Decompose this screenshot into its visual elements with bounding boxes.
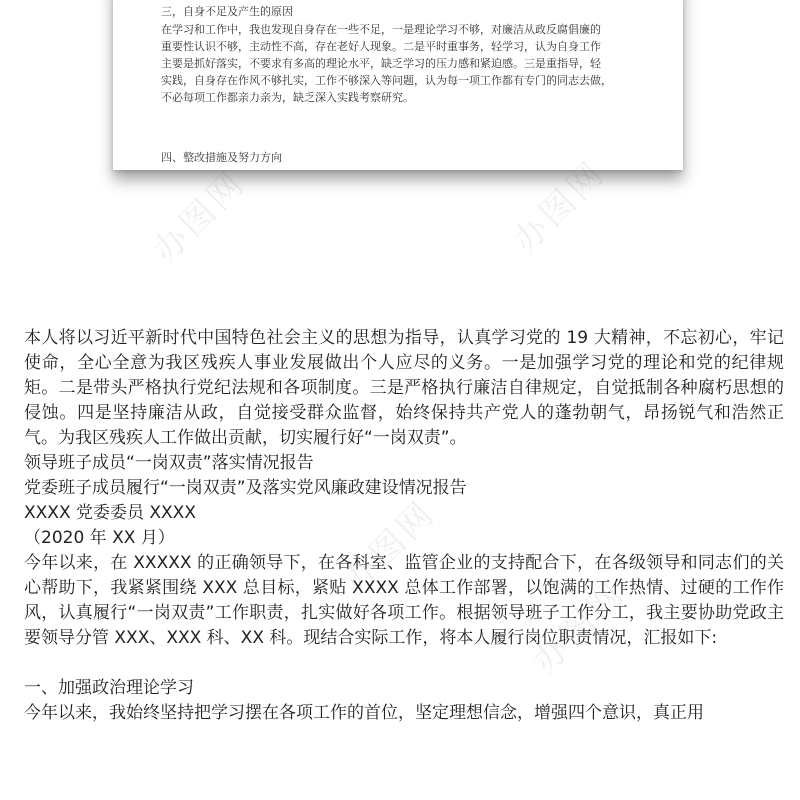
author-line: XXXX 党委委员 XXXX (24, 503, 196, 523)
paragraph: 今年以来，我始终坚持把学习摆在各项工作的首位，坚定理想信念，增强四个意识，真正用 (24, 703, 704, 723)
preview-heading: 四、整改措施及努力方向 (161, 151, 282, 164)
date-line: （2020 年 XX 月） (24, 528, 175, 548)
paragraph: 今年以来，在 XXXXX 的正确领导下，在各科室、监管企业的支持配合下，在各级领导和同志们的关心帮助下，我紧紧围绕 XXX 总目标，紧贴 XXXX 总体工作部署，以饱满的工作热情、过硬的工作作风，认真履行“一岗双责”工作职责，扎实做好各项工作。根据领导班子工作分工，我主要协助党政主要领导分管 XXX、XXX 科、XX 科。现结合实际工作，将本人履行岗位职责情况，汇报如下: (24, 553, 784, 648)
preview-line: 不必每项工作都亲力亲为，缺乏深入实践考察研究。 (161, 91, 414, 104)
section-heading: 一、加强政治理论学习 (24, 678, 194, 698)
report-title: 党委班子成员履行“一岗双责”及落实党风廉政建设情况报告 (24, 478, 467, 498)
preview-heading: 三，自身不足及产生的原因 (161, 5, 293, 18)
watermark: 办图网 (335, 492, 444, 602)
preview-line: 主要是抓好落实，不要求有多高的理论水平，缺乏学习的压力感和紧迫感。三是重指导，轻 (161, 57, 601, 70)
watermark: 办图网 (145, 162, 254, 272)
watermark: 办图网 (505, 152, 614, 262)
document-body (24, 326, 784, 726)
document-preview-card (113, 0, 683, 170)
preview-line: 重要性认识不够，主动性不高，存在老好人现象。二是平时重事务，轻学习，认为自身工作 (161, 40, 601, 53)
preview-line: 在学习和工作中，我也发现自身存在一些不足，一是理论学习不够，对廉洁从政反腐倡廉的 (161, 23, 601, 36)
report-title: 领导班子成员“一岗双责”落实情况报告 (24, 453, 314, 473)
watermark: 办图网 (525, 572, 634, 682)
paragraph: 本人将以习近平新时代中国特色社会主义的思想为指导，认真学习党的 19 大精神，不忘初心，牢记使命，全心全意为我区残疾人事业发展做出个人应尽的义务。一是加强学习党的理论和党的纪律规矩。二是带头严格执行党纪法规和各项制度。三是严格执行廉洁自律规定，自觉抵制各种腐朽思想的侵蚀。四是坚持廉洁从政，自觉接受群众监督，始终保持共产党人的蓬勃朝气，昂扬锐气和浩然正气。为我区残疾人工作做出贡献，切实履行好“一岗双责”。 (24, 328, 784, 448)
preview-line: 实践，自身存在作风不够扎实，工作不够深入等问题，认为每一项工作都有专门的同志去做， (161, 74, 612, 87)
